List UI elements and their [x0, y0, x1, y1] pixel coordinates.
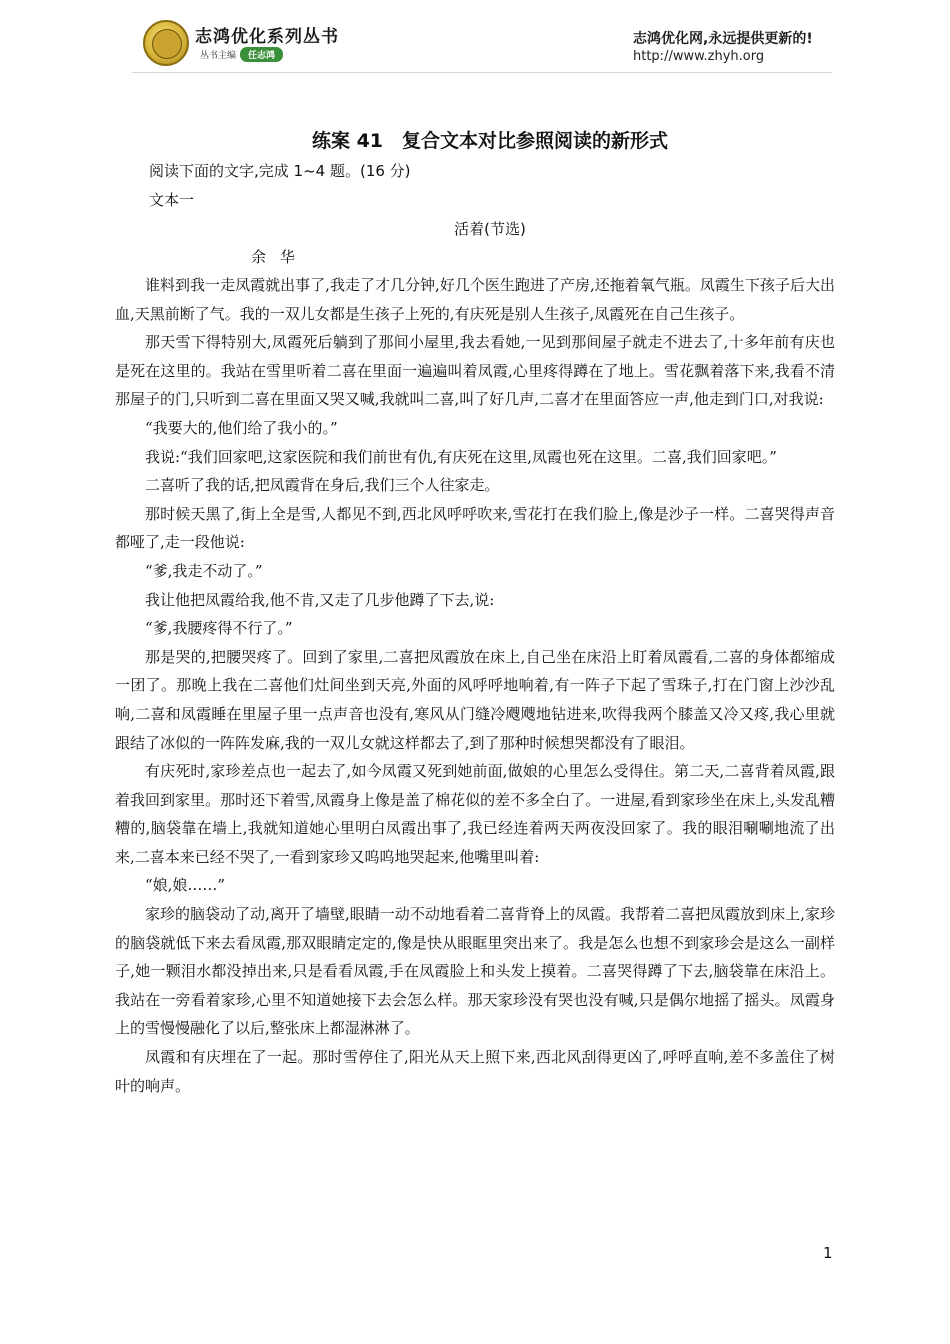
- page-header: [0, 0, 950, 100]
- paragraph: 那天雪下得特别大,凤霞死后躺到了那间小屋里,我去看她,一见到那间屋子就走不进去了,十多年前有庆也是死在这里的。我站在雪里听着二喜在里面一遍遍叫着凤霞,心里疼得蹲在了地上。雪花飘着落下来,我看不清那屋子的门,只听到二喜在里面又哭又喊,我就叫二喜,叫了好几声,二喜才在里面答应一声,他走到门口,对我说:: [115, 333, 835, 409]
- header-divider: [132, 72, 832, 73]
- header-url: http://www.zhyh.org: [633, 49, 765, 64]
- paragraph: 那是哭的,把腰哭疼了。回到了家里,二喜把凤霞放在床上,自己坐在床沿上盯着凤霞看,二喜的身体都缩成一团了。那晚上我在二喜他们灶间坐到天亮,外面的风呼呼地响着,有一阵子下起了雪珠子,打在门窗上沙沙乱响,二喜和凤霞睡在里屋子里一点声音也没有,寒风从门缝冷飕飕地钻进来,吹得我两个膝盖又冷又疼,我心里就跟结了冰似的一阵阵发麻,我的一双儿女就这样都去了,到了那种时候想哭都没有了眼泪。: [115, 647, 835, 752]
- paragraph: “爹,我走不动了。”: [145, 561, 263, 580]
- paragraph: 那时候天黑了,街上全是雪,人都见不到,西北风呼呼吹来,雪花打在我们脸上,像是沙子一样。二喜哭得声音都哑了,走一段他说:: [115, 504, 835, 552]
- paragraph: 我让他把凤霞给我,他不肯,又走了几步他蹲了下去,说:: [145, 590, 495, 609]
- series-title: 志鸿优化系列丛书: [195, 27, 339, 47]
- paragraph: 有庆死时,家珍差点也一起去了,如今凤霞又死到她前面,做娘的心里怎么受得住。第二天,二喜背着凤霞,跟着我回到家里。那时还下着雪,凤霞身上像是盖了棉花似的差不多全白了。一进屋,看到家珍坐在床上,头发乱糟糟的,脑袋靠在墙上,我就知道她心里明白凤霞出事了,我已经连着两天两夜没回家了。我的眼泪唰唰地流了出来,二喜本来已经不哭了,一看到家珍又呜呜地哭起来,他嘴里叫着:: [115, 762, 835, 866]
- paragraph: “爹,我腰疼得不行了。”: [145, 619, 293, 638]
- paragraph: “我要大的,他们给了我小的。”: [145, 418, 338, 437]
- paragraph: 谁料到我一走凤霞就出事了,我走了才几分钟,好几个医生跑进了产房,还拖着氧气瓶。凤霞生下孩子后大出血,天黑前断了气。我的一双儿女都是生孩子上死的,有庆死是别人生孩子,凤霞死在自己生孩子。: [115, 276, 835, 323]
- author-name: 余华: [251, 248, 310, 266]
- exercise-title: 练案 41 复合文本对比参照阅读的新形式: [311, 130, 669, 152]
- paragraph: 家珍的脑袋动了动,离开了墙壁,眼睛一动不动地看着二喜背脊上的凤霞。我帮着二喜把凤霞放到床上,家珍的脑袋就低下来去看凤霞,那双眼睛定定的,像是快从眼眶里突出来了。我是怎么也想不到家珍会是这么一副样子,她一颗泪水都没掉出来,只是看看凤霞,手在凤霞脸上和头发上摸着。二喜哭得蹲了下去,脑袋靠在床沿上。我站在一旁看着家珍,心里不知道她接下去会怎么样。那天家珍没有哭也没有喊,只是偶尔地摇了摇头。凤霞身上的雪慢慢融化了以后,整张床上都湿淋淋了。: [115, 905, 835, 1038]
- document-body: [115, 128, 835, 1100]
- editor-credit: [200, 47, 283, 62]
- header-slogan: 志鸿优化网,永远提供更新的!: [633, 31, 813, 47]
- paragraph: 凤霞和有庆埋在了一起。那时雪停住了,阳光从天上照下来,西北风刮得更凶了,呼呼直响,差不多盖住了树叶的响声。: [115, 1048, 835, 1095]
- paragraph: 二喜听了我的话,把凤霞背在身后,我们三个人往家走。: [145, 476, 500, 495]
- editor-label: 丛书主编: [200, 51, 237, 61]
- paragraph: “娘,娘……”: [145, 876, 226, 895]
- page-number: 1: [823, 1244, 833, 1262]
- instruction-text: 阅读下面的文字,完成 1~4 题。(16 分): [149, 162, 411, 180]
- publisher-logo-seal: [143, 20, 189, 66]
- editor-name-badge: 任志鸿: [240, 47, 283, 62]
- paragraph: 我说:“我们回家吧,这家医院和我们前世有仇,有庆死在这里,凤霞也死在这里。二喜,我们回家吧。”: [145, 447, 777, 466]
- text-title: 活着(节选): [454, 220, 526, 238]
- section-label: 文本一: [149, 191, 195, 209]
